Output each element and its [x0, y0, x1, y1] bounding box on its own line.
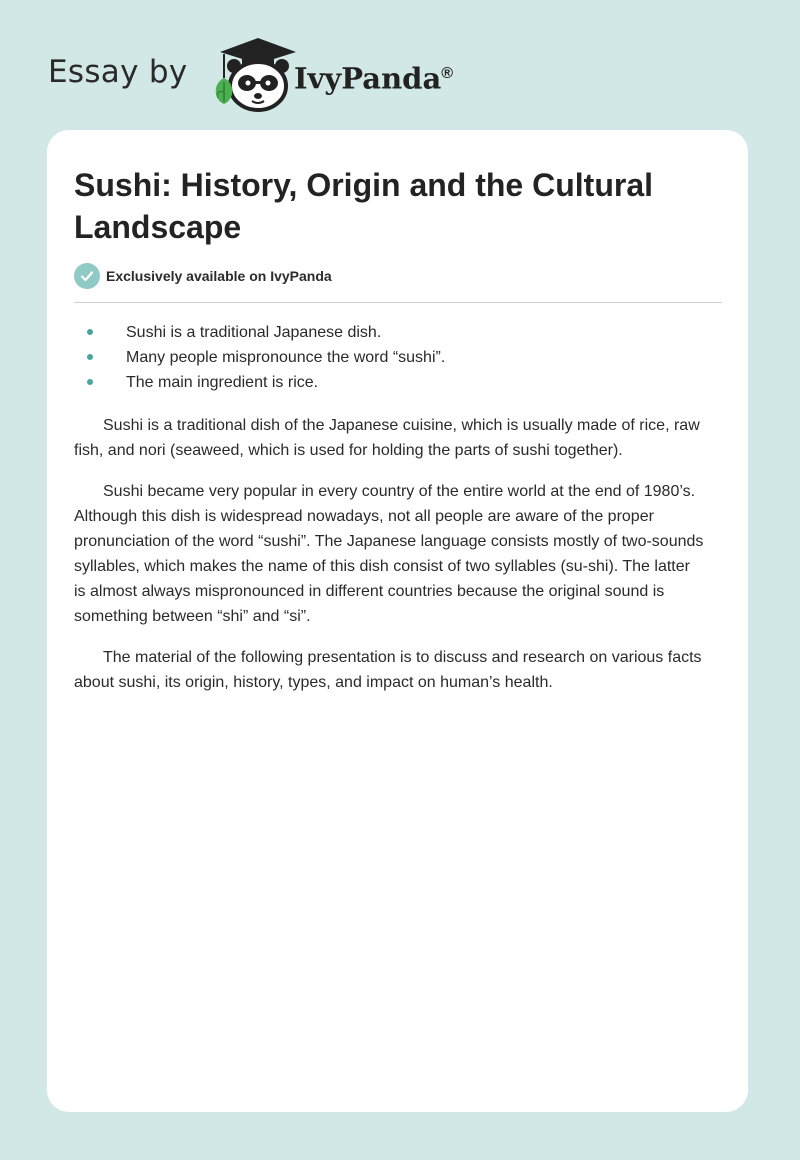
list-item-text: Sushi is a traditional Japanese dish.: [126, 324, 382, 341]
list-item: [74, 320, 722, 345]
exclusive-badge-text: Exclusively available on IvyPanda: [106, 268, 332, 284]
key-points-list: [74, 320, 722, 395]
bullet-icon: [87, 329, 93, 335]
panda-graduate-logo-icon[interactable]: [198, 34, 298, 114]
page-title: Sushi: History, Origin and the Cultural Landscape: [74, 167, 653, 245]
essay-card: [47, 130, 748, 1112]
divider: [74, 302, 722, 303]
check-circle-icon: [74, 263, 100, 289]
paragraph: The material of the following presentation is to discuss and research on various facts about sushi, its origin, history, types, and impact on human’s health.: [74, 649, 702, 691]
list-item-text: The main ingredient is rice.: [126, 374, 319, 391]
paragraph: Sushi is a traditional dish of the Japanese cuisine, which is usually made of rice, raw fish, and nori (seaweed, which is used for holding the parts of sushi together).: [74, 417, 700, 459]
essay-by-label: Essay by: [48, 54, 188, 90]
list-item: [74, 370, 722, 395]
site-header: [48, 34, 468, 114]
list-item-text: Many people mispronounce the word “sushi”.: [126, 349, 446, 366]
brand-name[interactable]: [294, 54, 453, 99]
paragraph: Sushi became very popular in every country of the entire world at the end of 1980’s. Although this dish is widespread nowadays, not all people are aware of the proper pronunciation of the word “sushi”. The Japanese language consists mostly of two-sounds syllables, which makes the name of this dish consist of two syllables (su-shi). The latter is almost always mispronounced in different countries because the original sound is something between “shi” and “si”.: [74, 483, 704, 625]
list-item: [74, 345, 722, 370]
exclusive-badge: [74, 263, 332, 289]
brand-text: IvyPanda: [294, 61, 442, 96]
bullet-icon: [87, 379, 93, 385]
registered-mark: ®: [441, 65, 454, 82]
bullet-icon: [87, 354, 93, 360]
essay-body: [74, 413, 704, 711]
